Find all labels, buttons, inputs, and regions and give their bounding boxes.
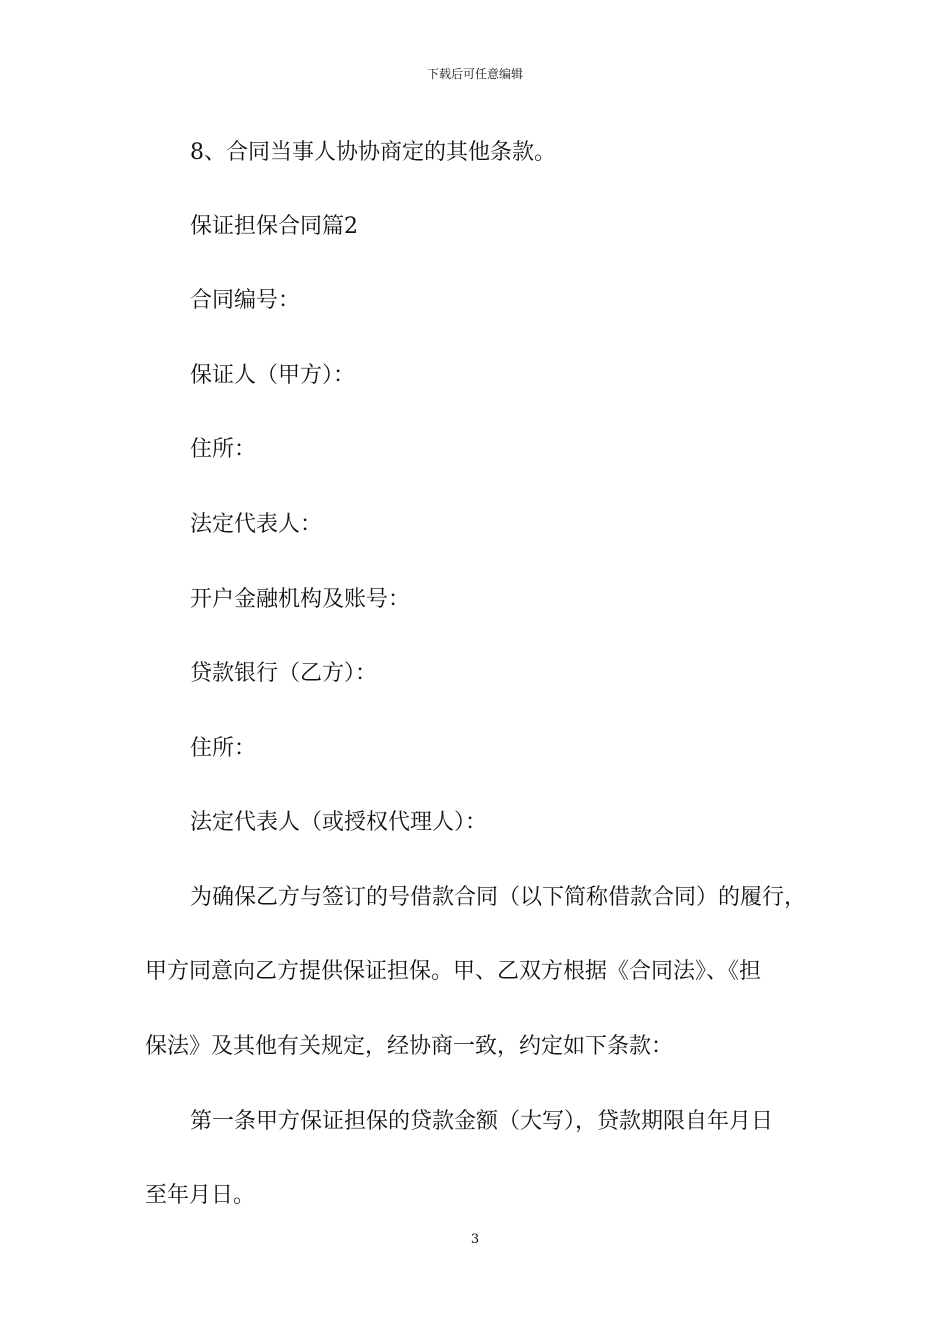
bank-account-label: 开户金融机构及账号： xyxy=(190,587,411,612)
section-title: 保证担保合同篇2 xyxy=(190,214,358,239)
page-number: 3 xyxy=(470,1232,480,1247)
guarantor-representative-label: 法定代表人： xyxy=(190,512,323,537)
clause-8-line: 8、合同当事人协协商定的其他条款。 xyxy=(190,140,556,165)
contract-number-label: 合同编号： xyxy=(190,288,301,313)
lender-address-label: 住所： xyxy=(190,736,257,761)
preamble-line-2: 甲方同意向乙方提供保证担保。甲、乙双方根据《合同法》、《担 xyxy=(145,959,762,984)
guarantor-address-label: 住所： xyxy=(190,437,257,462)
lender-representative-label: 法定代表人（或授权代理人）： xyxy=(190,810,488,835)
lender-label: 贷款银行（乙方）： xyxy=(190,661,378,686)
preamble-line-3: 保法》及其他有关规定，经协商一致，约定如下条款： xyxy=(145,1034,674,1059)
page-header: 下载后可任意编辑 xyxy=(426,67,523,81)
article-1-line-1: 第一条甲方保证担保的贷款金额（大写），贷款期限自年月日 xyxy=(190,1109,774,1134)
preamble-line-1: 为确保乙方与签订的号借款合同（以下简称借款合同）的履行， xyxy=(190,885,807,910)
guarantor-label: 保证人（甲方）： xyxy=(190,363,356,388)
article-1-line-2: 至年月日。 xyxy=(145,1183,256,1208)
